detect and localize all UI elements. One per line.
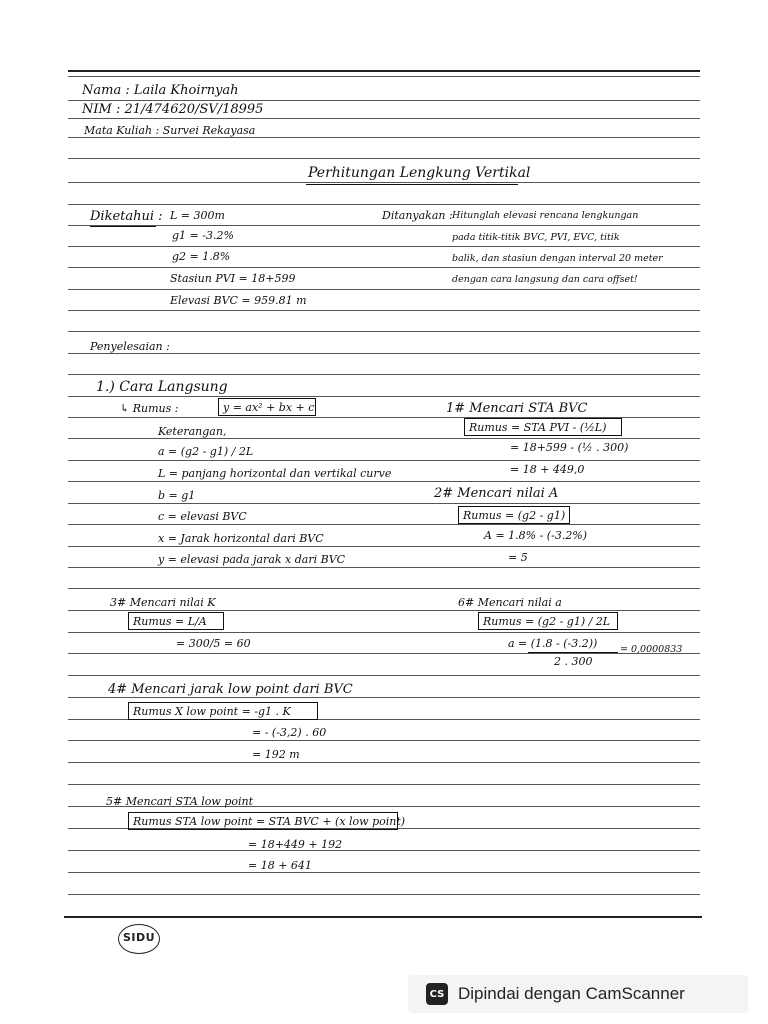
fraction-denominator: 2 . 300 (554, 655, 593, 668)
ruled-line (68, 204, 700, 205)
step-line: = 192 m (252, 748, 300, 761)
ruled-line (68, 331, 700, 332)
given-g2: g2 = 1.8% (172, 250, 231, 263)
step-line: = 18 + 449,0 (510, 463, 585, 476)
title-underline (306, 184, 518, 185)
step-title: 1# Mencari STA BVC (446, 401, 588, 416)
given-sta-pvi: Stasiun PVI = 18+599 (170, 272, 296, 285)
question-line: pada titik-titik BVC, PVI, EVC, titik (452, 232, 620, 243)
formula-box: y = ax² + bx + c (218, 398, 316, 416)
ruled-line (68, 76, 700, 77)
ruled-line (68, 610, 700, 611)
step-title: 4# Mencari jarak low point dari BVC (108, 682, 353, 697)
formula-box: Rumus = (g2 - g1) (458, 506, 570, 524)
ruled-line (68, 481, 700, 482)
ruled-line (68, 246, 700, 247)
ruled-line (68, 438, 700, 439)
ruled-line (68, 894, 700, 895)
ruled-line (68, 697, 700, 698)
formula-box: Rumus X low point = -g1 . K (128, 702, 318, 720)
step-title: 2# Mencari nilai A (434, 486, 559, 501)
ruled-line (68, 118, 700, 119)
page-title: Perhitungan Lengkung Vertikal (308, 165, 531, 181)
ruled-line (68, 784, 700, 785)
ruled-line (68, 70, 700, 72)
ruled-line (68, 762, 700, 763)
rumus-label: ↳ Rumus : (120, 402, 179, 415)
step-title: 5# Mencari STA low point (106, 795, 254, 808)
formula-box: Rumus STA low point = STA BVC + (x low point) (128, 812, 398, 830)
ruled-line (68, 182, 700, 183)
step-line: A = 1.8% - (-3.2%) (484, 529, 588, 542)
penyelesaian-label: Penyelesaian : (90, 340, 170, 353)
ruled-line (68, 740, 700, 741)
fraction-numerator: a = (1.8 - (-3.2)) (508, 637, 598, 650)
logo-text: SIDU (122, 931, 156, 944)
ruled-line (68, 872, 700, 873)
given-elev-bvc: Elevasi BVC = 959.81 m (170, 294, 307, 307)
sidu-logo (118, 924, 162, 954)
camscanner-badge (408, 975, 748, 1013)
ruled-line (68, 396, 700, 397)
section-heading: 1.) Cara Langsung (96, 379, 228, 395)
ruled-line (68, 225, 700, 226)
step-title: 3# Mencari nilai K (110, 596, 216, 609)
ruled-line (68, 653, 700, 654)
ruled-line (68, 267, 700, 268)
step-result: = 0,0000833 (620, 644, 683, 655)
step-title: 6# Mencari nilai a (458, 596, 562, 609)
ruled-line (68, 310, 700, 311)
ruled-line (68, 632, 700, 633)
definition-b: b = g1 (158, 489, 196, 502)
camscanner-text: Dipindai dengan CamScanner (458, 984, 685, 1003)
fraction-bar (528, 652, 618, 653)
definition-c: c = elevasi BVC (158, 510, 247, 523)
step-line: = 18+449 + 192 (248, 838, 343, 851)
ruled-line (68, 546, 700, 547)
student-nim: NIM : 21/474620/SV/18995 (82, 102, 264, 117)
ruled-line (64, 916, 702, 918)
step-line: = 18+599 - (½ . 300) (510, 441, 629, 454)
question-line: dengan cara langsung dan cara offset! (452, 274, 638, 285)
definition-x: x = Jarak horizontal dari BVC (158, 532, 324, 545)
ruled-line (68, 158, 700, 159)
ruled-line (68, 850, 700, 851)
step-line: = 300/5 = 60 (176, 637, 251, 650)
question-line: balik, dan stasiun dengan interval 20 meter (452, 253, 663, 264)
formula-box: Rumus = (g2 - g1) / 2L (478, 612, 618, 630)
ruled-line (68, 374, 700, 375)
camscanner-icon: CS (426, 983, 448, 1005)
question-line: Hitunglah elevasi rencana lengkungan (452, 210, 639, 221)
ruled-line (68, 503, 700, 504)
ruled-line (68, 137, 700, 138)
course-name: Mata Kuliah : Survei Rekayasa (84, 124, 256, 137)
ruled-line (68, 675, 700, 676)
ruled-line (68, 588, 700, 589)
ruled-line (68, 460, 700, 461)
step-line: = 18 + 641 (248, 859, 312, 872)
definition-l: L = panjang horizontal dan vertikal curve (158, 467, 392, 480)
student-name: Nama : Laila Khoirnyah (82, 83, 239, 98)
definition-y: y = elevasi pada jarak x dari BVC (158, 553, 346, 566)
step-line: = - (-3,2) . 60 (252, 726, 327, 739)
definition-a: a = (g2 - g1) / 2L (158, 445, 254, 458)
keterangan-label: Keterangan, (158, 425, 227, 438)
ditanyakan-label: Ditanyakan : (382, 209, 453, 222)
ruled-line (68, 100, 700, 101)
ruled-line (68, 353, 700, 354)
given-g1: g1 = -3.2% (172, 229, 234, 242)
given-length: L = 300m (170, 209, 225, 222)
step-line: = 5 (508, 551, 528, 564)
formula-box: Rumus = L/A (128, 612, 224, 630)
formula-box: Rumus = STA PVI - (½L) (464, 418, 622, 436)
ruled-line (68, 524, 700, 525)
ruled-line (68, 567, 700, 568)
diketahui-underline (90, 226, 156, 227)
ruled-line (68, 289, 700, 290)
diketahui-label: Diketahui : (90, 209, 163, 224)
